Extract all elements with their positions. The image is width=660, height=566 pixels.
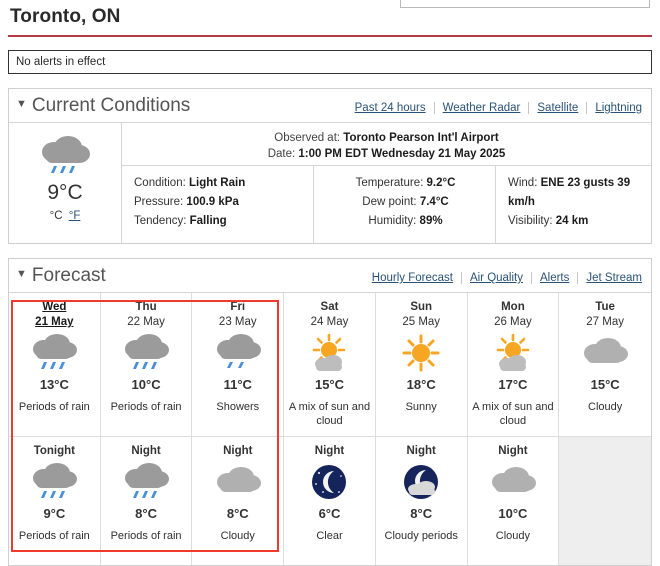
current-conditions-body — [9, 123, 651, 243]
condition-column-3 — [496, 166, 651, 243]
cloud-icon — [471, 459, 556, 505]
forecast-night-name: Tonight — [33, 445, 75, 457]
forecast-day-name: Wed — [42, 301, 67, 313]
link-alerts[interactable]: Alerts — [531, 272, 577, 284]
forecast-links — [364, 272, 642, 287]
forecast-day-cell[interactable] — [468, 293, 560, 436]
forecast-day-summary: Cloudy — [588, 401, 623, 413]
forecast-night-cell[interactable] — [284, 436, 376, 565]
forecast-day-temp: 11°C — [223, 377, 252, 392]
observed-date-value: 1:00 PM EDT Wednesday 21 May 2025 — [298, 148, 506, 160]
forecast-night-name: Night — [223, 445, 253, 457]
unit-celsius: °C — [49, 210, 63, 222]
rain-cloud-icon — [12, 459, 97, 505]
wind-value: ENE 23 gusts 39 km/h — [508, 177, 631, 208]
forecast-night-cell[interactable] — [376, 436, 468, 565]
forecast-day-name: Thu — [135, 301, 157, 313]
pressure-label: Pressure: — [134, 196, 184, 208]
rain-cloud-icon — [12, 330, 97, 376]
observed-at-label: Observed at: — [274, 132, 341, 144]
forecast-day-temp: 17°C — [498, 377, 528, 392]
forecast-day-cell[interactable] — [9, 293, 101, 436]
current-conditions-summary — [9, 123, 122, 243]
link-weather-radar[interactable]: Weather Radar — [434, 102, 529, 114]
unit-toggle — [9, 210, 121, 222]
forecast-night-temp: 9°C — [43, 506, 66, 521]
forecast-night-name: Night — [498, 445, 528, 457]
forecast-night-temp: 8°C — [135, 506, 157, 521]
forecast-night-cell[interactable] — [192, 436, 284, 565]
forecast-night-name: Night — [314, 445, 345, 457]
condition-columns — [122, 165, 651, 243]
condition-column-1 — [122, 166, 314, 243]
observed-at-value: Toronto Pearson Int'l Airport — [343, 132, 499, 144]
forecast-day-summary: A mix of sun and cloud — [288, 401, 371, 427]
forecast-day-date: 23 May — [218, 316, 257, 328]
forecast-night-summary: Periods of rain — [110, 530, 182, 542]
forecast-night-summary: Periods of rain — [18, 530, 90, 542]
forecast-day-date: 24 May — [310, 316, 349, 328]
tendency-label: Tendency: — [134, 215, 187, 227]
condition-label: Condition: — [134, 177, 186, 189]
moon-cloud-icon — [379, 459, 464, 505]
current-conditions-header — [9, 89, 651, 123]
forecast-day-name: Mon — [501, 301, 525, 313]
forecast-day-summary: Sunny — [405, 401, 437, 413]
forecast-day-date: 26 May — [494, 316, 532, 328]
forecast-night-row — [9, 436, 651, 565]
rain-cloud-icon — [104, 330, 189, 376]
forecast-night-summary: Cloudy periods — [384, 530, 458, 542]
forecast-panel — [8, 258, 652, 566]
page-title: Toronto, ON — [10, 6, 121, 27]
forecast-night-temp: 8°C — [226, 506, 249, 521]
forecast-header — [9, 259, 651, 293]
collapse-caret-icon[interactable]: ▼ — [16, 268, 27, 280]
current-conditions-links — [347, 102, 642, 117]
link-satellite[interactable]: Satellite — [528, 102, 586, 114]
forecast-night-summary: Cloudy — [220, 530, 255, 542]
forecast-night-temp: 6°C — [318, 506, 341, 521]
collapse-caret-icon[interactable]: ▼ — [16, 98, 27, 110]
forecast-day-temp: 18°C — [406, 377, 436, 392]
forecast-night-name: Night — [406, 445, 436, 457]
forecast-day-cell[interactable] — [376, 293, 468, 436]
forecast-day-name: Sat — [320, 301, 339, 313]
forecast-night-summary: Clear — [316, 530, 343, 542]
current-temperature: 9°C — [47, 181, 83, 204]
link-air-quality[interactable]: Air Quality — [461, 272, 531, 284]
link-lightning[interactable]: Lightning — [586, 102, 642, 114]
observed-info — [122, 123, 651, 165]
humidity-label: Humidity: — [368, 215, 417, 227]
sun-cloud-icon — [471, 330, 556, 376]
forecast-day-date: 25 May — [402, 316, 441, 328]
forecast-night-cell[interactable] — [101, 436, 193, 565]
current-conditions-title-group[interactable] — [16, 95, 190, 117]
forecast-night-cell[interactable] — [468, 436, 560, 565]
tendency-value: Falling — [189, 215, 227, 227]
humidity-value: 89% — [419, 215, 443, 227]
dew-point-label: Dew point: — [362, 196, 417, 208]
condition-value: Light Rain — [189, 177, 246, 189]
forecast-night-cell[interactable] — [9, 436, 101, 565]
link-jet-stream[interactable]: Jet Stream — [577, 272, 642, 284]
forecast-night-temp: 8°C — [410, 506, 433, 521]
forecast-day-temp: 15°C — [314, 377, 345, 392]
rain-cloud-icon — [9, 135, 121, 177]
forecast-day-date: 22 May — [127, 316, 165, 328]
showers-cloud-icon — [195, 330, 280, 376]
rain-cloud-icon — [104, 459, 189, 505]
forecast-day-name: Fri — [230, 301, 246, 313]
forecast-title-group[interactable] — [16, 265, 106, 287]
forecast-day-cell[interactable] — [559, 293, 651, 436]
forecast-day-date: 21 May — [35, 316, 74, 328]
cloud-icon — [562, 330, 648, 376]
wind-label: Wind: — [508, 177, 538, 189]
observed-date-label: Date: — [267, 148, 296, 160]
current-conditions-title: Current Conditions — [31, 95, 191, 116]
top-right-panel-stub — [400, 0, 650, 8]
forecast-day-summary: A mix of sun and cloud — [472, 401, 554, 427]
forecast-day-summary: Periods of rain — [18, 401, 90, 413]
alert-banner: No alerts in effect — [8, 50, 652, 74]
current-conditions-details — [122, 123, 651, 243]
forecast-night-name: Night — [131, 445, 161, 457]
forecast-night-summary: Cloudy — [495, 530, 531, 542]
title-divider — [8, 35, 652, 37]
forecast-day-temp: 13°C — [39, 377, 69, 392]
forecast-day-name: Sun — [410, 301, 433, 313]
forecast-night-cell-empty — [559, 436, 651, 565]
forecast-title: Forecast — [31, 265, 106, 286]
forecast-day-cell[interactable] — [101, 293, 193, 436]
link-hourly-forecast[interactable]: Hourly Forecast — [371, 272, 453, 284]
forecast-day-row — [9, 293, 651, 436]
visibility-label: Visibility: — [508, 215, 553, 227]
link-past-24-hours[interactable]: Past 24 hours — [354, 102, 426, 114]
pressure-value: 100.9 kPa — [186, 196, 239, 208]
forecast-day-temp: 15°C — [590, 377, 620, 392]
sun-icon — [379, 330, 464, 376]
dew-point-value: 7.4°C — [419, 196, 449, 208]
sun-cloud-icon — [287, 330, 372, 376]
forecast-day-cell[interactable] — [192, 293, 284, 436]
condition-column-2 — [314, 166, 496, 243]
visibility-value: 24 km — [555, 215, 589, 227]
forecast-day-date: 27 May — [586, 316, 624, 328]
moon-clear-icon — [287, 459, 372, 505]
forecast-day-summary: Periods of rain — [110, 401, 182, 413]
forecast-day-name: Tue — [595, 301, 615, 313]
forecast-day-summary: Showers — [216, 401, 260, 413]
forecast-day-cell[interactable] — [284, 293, 376, 436]
cloud-icon — [195, 459, 280, 505]
current-conditions-panel — [8, 88, 652, 244]
forecast-night-temp: 10°C — [498, 506, 528, 521]
unit-fahrenheit-link[interactable]: °F — [68, 210, 81, 222]
temperature-label: Temperature: — [355, 177, 424, 189]
temperature-value: 9.2°C — [426, 177, 456, 189]
forecast-day-temp: 10°C — [131, 377, 161, 392]
